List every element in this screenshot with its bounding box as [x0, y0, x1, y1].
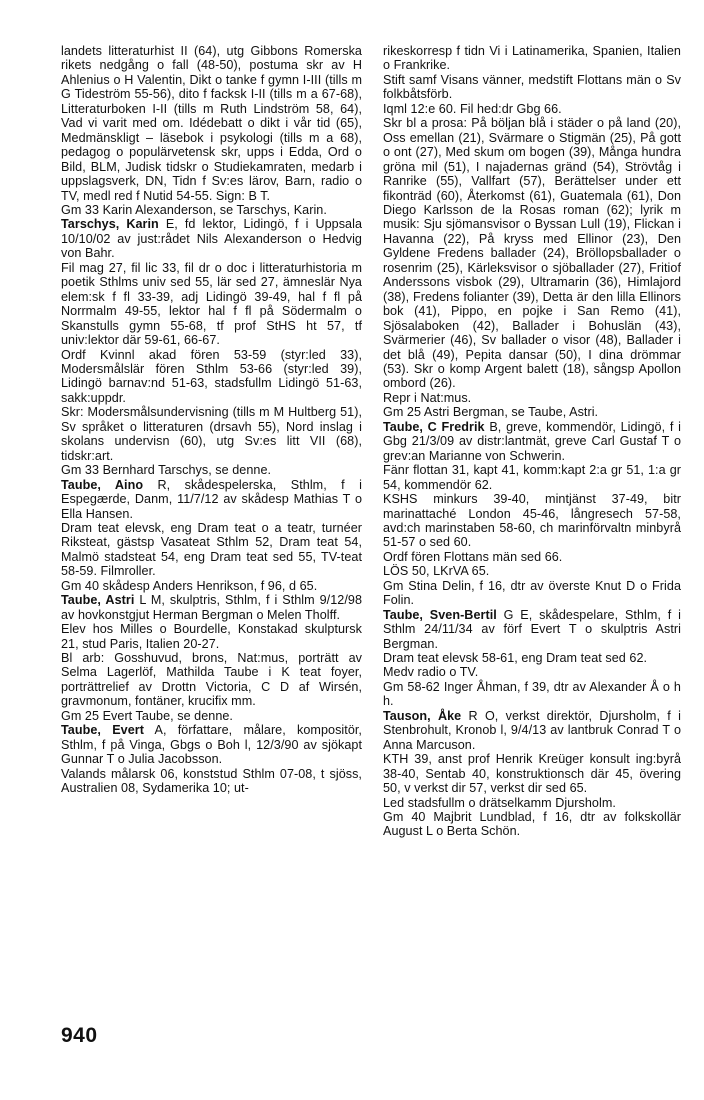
- paragraph: [61, 709, 362, 723]
- paragraph: [383, 680, 681, 709]
- paragraph-text: landets litteraturhist II (64), utg Gibbons Romerska rikets nedgång o fall (48-50), postuma skr av H Ahlenius o H Valentin, Dikt o tanke f gymn I-III (tills m G Tideström 55-56), dito f facksk I-II (tills m a 67-68), Litteraturboken I-II (tills m Ruth Lindström 58, 64), Vad vi varit med om. Idédebatt o dikt i vår tid (65), Medmänskligt – läsebok i psykologi (tills m a 68), pedagog o populärvetensk skr, upps i Edda, Ord o Bild, BLM, Judisk tidskr o Studiekamraten, medarb i uppslagsverk, DN, Tidn f Sv:es lärov, Barn, radio o TV, medl red f Nutid 54-55. Sign: B T.: [61, 44, 362, 203]
- paragraph: [383, 44, 681, 73]
- paragraph: [61, 405, 362, 463]
- paragraph: [383, 651, 681, 665]
- paragraph-text: L M, skulptris, Sthlm, f i Sthlm 9/12/98 av hovkonstgjut Herman Bergman o Melen Tholff.: [61, 593, 362, 622]
- paragraph: [61, 203, 362, 217]
- paragraph: [383, 796, 681, 810]
- entry-paragraph: [61, 593, 362, 622]
- paragraph: [383, 116, 681, 391]
- paragraph-text: Gm 33 Bernhard Tarschys, se denne.: [61, 463, 272, 478]
- paragraph-text: R, skådespelerska, Sthlm, f i Espegærde, Danm, 11/7/12 av skådesp Mathias T o Ella Hansen.: [61, 477, 362, 521]
- entry-name: Tarschys, Karin: [61, 217, 159, 232]
- entry-name: Taube, Sven-Bertil: [383, 607, 497, 622]
- paragraph: [383, 102, 681, 116]
- paragraph: [61, 261, 362, 348]
- paragraph-text: KTH 39, anst prof Henrik Kreüger konsult ing:byrå 38-40, Sentab 40, konstruktionsch där 45, övering 50, v verkst dir 57, verkst dir sed 65.: [383, 752, 681, 796]
- paragraph: [61, 348, 362, 406]
- paragraph-text: B, greve, kommendör, Lidingö, f i Gbg 21/3/09 av distr:lantmät, greve Carl Gustaf T o grev:an Marianne von Schwerin.: [383, 419, 681, 463]
- paragraph-text: Gm Stina Delin, f 16, dtr av överste Knut D o Frida Folin.: [383, 578, 681, 608]
- entry-paragraph: [383, 420, 681, 463]
- paragraph-text: Skr: Modersmålsundervisning (tills m M Hultberg 51), Sv språket o litteraturen (drsavh 55), Nord inslag i skolans undervisn (60), utg Sv:es litt VII (68), tidskr:art.: [61, 405, 362, 463]
- entry-name: Tauson, Åke: [383, 708, 462, 723]
- paragraph-text: Bl arb: Gosshuvud, brons, Nat:mus, porträtt av Selma Lagerlöf, Mathilda Taube i K teat foyer, porträttrelief av Drottn Victoria, C D af Wirsén, gravmonum, fontäner, krucifix mm.: [61, 651, 362, 709]
- paragraph: [383, 463, 681, 492]
- paragraph-text: Ordf Kvinnl akad fören 53-59 (styr:led 33), Modersmålslär fören Sthlm 53-66 (styr:led 39), Lidingö barnav:nd 51-63, stadsfullm Lidingö 51-63, sakk:uppdr.: [61, 347, 362, 405]
- entry-name: Taube, Aino: [61, 477, 144, 492]
- paragraph: [61, 622, 362, 651]
- paragraph-text: G E, skådespelare, Sthlm, f i Sthlm 24/11/34 av förf Evert T o skulptris Astri Bergman.: [383, 607, 681, 651]
- paragraph: [383, 665, 681, 679]
- paragraph: [383, 73, 681, 102]
- right-column: [383, 44, 681, 839]
- paragraph-text: Gm 40 Majbrit Lundblad, f 16, dtr av folkskollär August L o Berta Schön.: [383, 810, 681, 839]
- paragraph-text: Gm 58-62 Inger Åhman, f 39, dtr av Alexander Å o h h.: [383, 679, 681, 709]
- paragraph-text: Valands målarsk 06, konststud Sthlm 07-08, t sjöss, Australien 08, Sydamerika 10; ut-: [61, 766, 362, 796]
- paragraph-text: Medv radio o TV.: [383, 665, 479, 680]
- paragraph-text: Gm 25 Astri Bergman, se Taube, Astri.: [383, 405, 599, 420]
- paragraph-text: Dram teat elevsk 58-61, eng Dram teat sed 62.: [383, 651, 648, 666]
- paragraph-text: Skr bl a prosa: På böljan blå i städer o på land (20), Oss emellan (21), Svärmare o Stigmän (25), På gott o ont (27), Med skum om bogen (39), Många hundra gröna mil (51), I najadernas gränd (54), Strövtåg i Ranrike (55), Vallfart (57), Berättelser under ett fikonträd (60), Återkomst (61), Guatemala (61), Don Diego Karlsson de la Rosas roman (62); lyrik m musik: Sju sjömansvisor o Byssan Lull (19), Flickan i Havanna (22), På kryss med Ellinor (23), Den Gyldene Fredens ballader (24), Bröllopsballader o rosenrim (25), Kärleksvisor o sjöballader (27), Fritiof Anderssons visbok (29), Ultramarin (36), Himlajord (38), Fredens folianter (39), Detta är den lilla Ellinors bok (41), Pippo, en pojke i San Remo (41), Sjösalaboken (42), Ballader i Bohuslän (43), Svärmerier (46), Sv ballader o visor (48), Ballader i det blå (49), Pepita dansar (50), I dina drömmar (53). Skr o komp Argent balett (18), sångsp Apollon ombord (26).: [383, 116, 681, 391]
- paragraph-text: A, författare, målare, kompositör, Sthlm, f på Vinga, Gbgs o Boh l, 12/3/90 av sjökapt Gunnar T o Julia Jacobsson.: [61, 723, 362, 767]
- paragraph: [383, 564, 681, 578]
- paragraph-text: Fil mag 27, fil lic 33, fil dr o doc i litteraturhistoria m poetik Sthlms univ sed 55, lär sed 27, ämneslär Nya elem:sk f fl 33-39, adj Lidingö 39-49, hal f fl på Norrmalm 49-55, lektor hal f fl på Södermalm o Skanstulls gymn 55-68, tf prof StHS ht 57, tf univ:lektor där 59-61, 66-67.: [61, 260, 362, 348]
- paragraph: [61, 651, 362, 709]
- entry-name: Taube, Astri: [61, 593, 135, 608]
- paragraph: [383, 550, 681, 564]
- paragraph: [383, 391, 681, 405]
- page-number: 940: [61, 1024, 98, 1047]
- paragraph: [61, 579, 362, 593]
- paragraph: [383, 492, 681, 550]
- paragraph-text: KSHS minkurs 39-40, mintjänst 37-49, bitr marinattaché London 45-46, långresech 57-58, avd:ch marinstaben 58-60, ch marinförvaltn minbyrå 51-57 o sed 60.: [383, 492, 681, 550]
- paragraph-text: Gm 40 skådesp Anders Henrikson, f 96, d 65.: [61, 578, 318, 593]
- paragraph: [383, 810, 681, 839]
- paragraph: [61, 521, 362, 579]
- entry-paragraph: [61, 723, 362, 766]
- paragraph-text: Dram teat elevsk, eng Dram teat o a teatr, turnéer Riksteat, gästsp Vasateat Sthlm 52, Dram teat 54, Malmö stadsteat 54, eng Dram teat sed 55, TV-teat 58-59. Filmroller.: [61, 520, 362, 579]
- paragraph-text: rikeskorresp f tidn Vi i Latinamerika, Spanien, Italien o Frankrike.: [383, 44, 681, 73]
- entry-name: Taube, Evert: [61, 723, 144, 738]
- paragraph-text: Elev hos Milles o Bourdelle, Konstakad skulptursk 21, stud Paris, Italien 20-27.: [61, 622, 362, 651]
- entry-paragraph: [383, 608, 681, 651]
- entry-paragraph: [383, 709, 681, 752]
- paragraph: [61, 44, 362, 203]
- paragraph: [61, 463, 362, 477]
- paragraph-text: Iqml 12:e 60. Fil hed:dr Gbg 66.: [383, 101, 562, 116]
- paragraph: [383, 405, 681, 419]
- paragraph-text: Gm 33 Karin Alexanderson, se Tarschys, Karin.: [61, 202, 327, 217]
- entry-paragraph: [61, 478, 362, 521]
- paragraph-text: LÖS 50, LKrVA 65.: [383, 564, 490, 579]
- paragraph-text: E, fd lektor, Lidingö, f i Uppsala 10/10/02 av just:rådet Nils Alexanderson o Hedvig von Bahr.: [61, 217, 362, 261]
- paragraph: [61, 767, 362, 796]
- left-column: [61, 44, 362, 796]
- paragraph-text: Gm 25 Evert Taube, se denne.: [61, 708, 233, 723]
- entry-name: Taube, C Fredrik: [383, 419, 485, 434]
- paragraph: [383, 579, 681, 608]
- paragraph-text: Repr i Nat:mus.: [383, 390, 472, 405]
- paragraph-text: Led stadsfullm o drätselkamm Djursholm.: [383, 795, 616, 810]
- entry-paragraph: [61, 217, 362, 260]
- paragraph-text: Stift samf Visans vänner, medstift Flottans män o Sv folkbåtsförb.: [383, 72, 681, 102]
- paragraph-text: R O, verkst direktör, Djursholm, f i Stenbrohult, Kronob l, 9/4/13 av lantbruk Conrad T o Anna Marcuson.: [383, 708, 681, 752]
- paragraph-text: Fänr flottan 31, kapt 41, komm:kapt 2:a gr 51, 1:a gr 54, kommendör 62.: [383, 463, 681, 492]
- paragraph: [383, 752, 681, 795]
- paragraph-text: Ordf fören Flottans män sed 66.: [383, 549, 563, 564]
